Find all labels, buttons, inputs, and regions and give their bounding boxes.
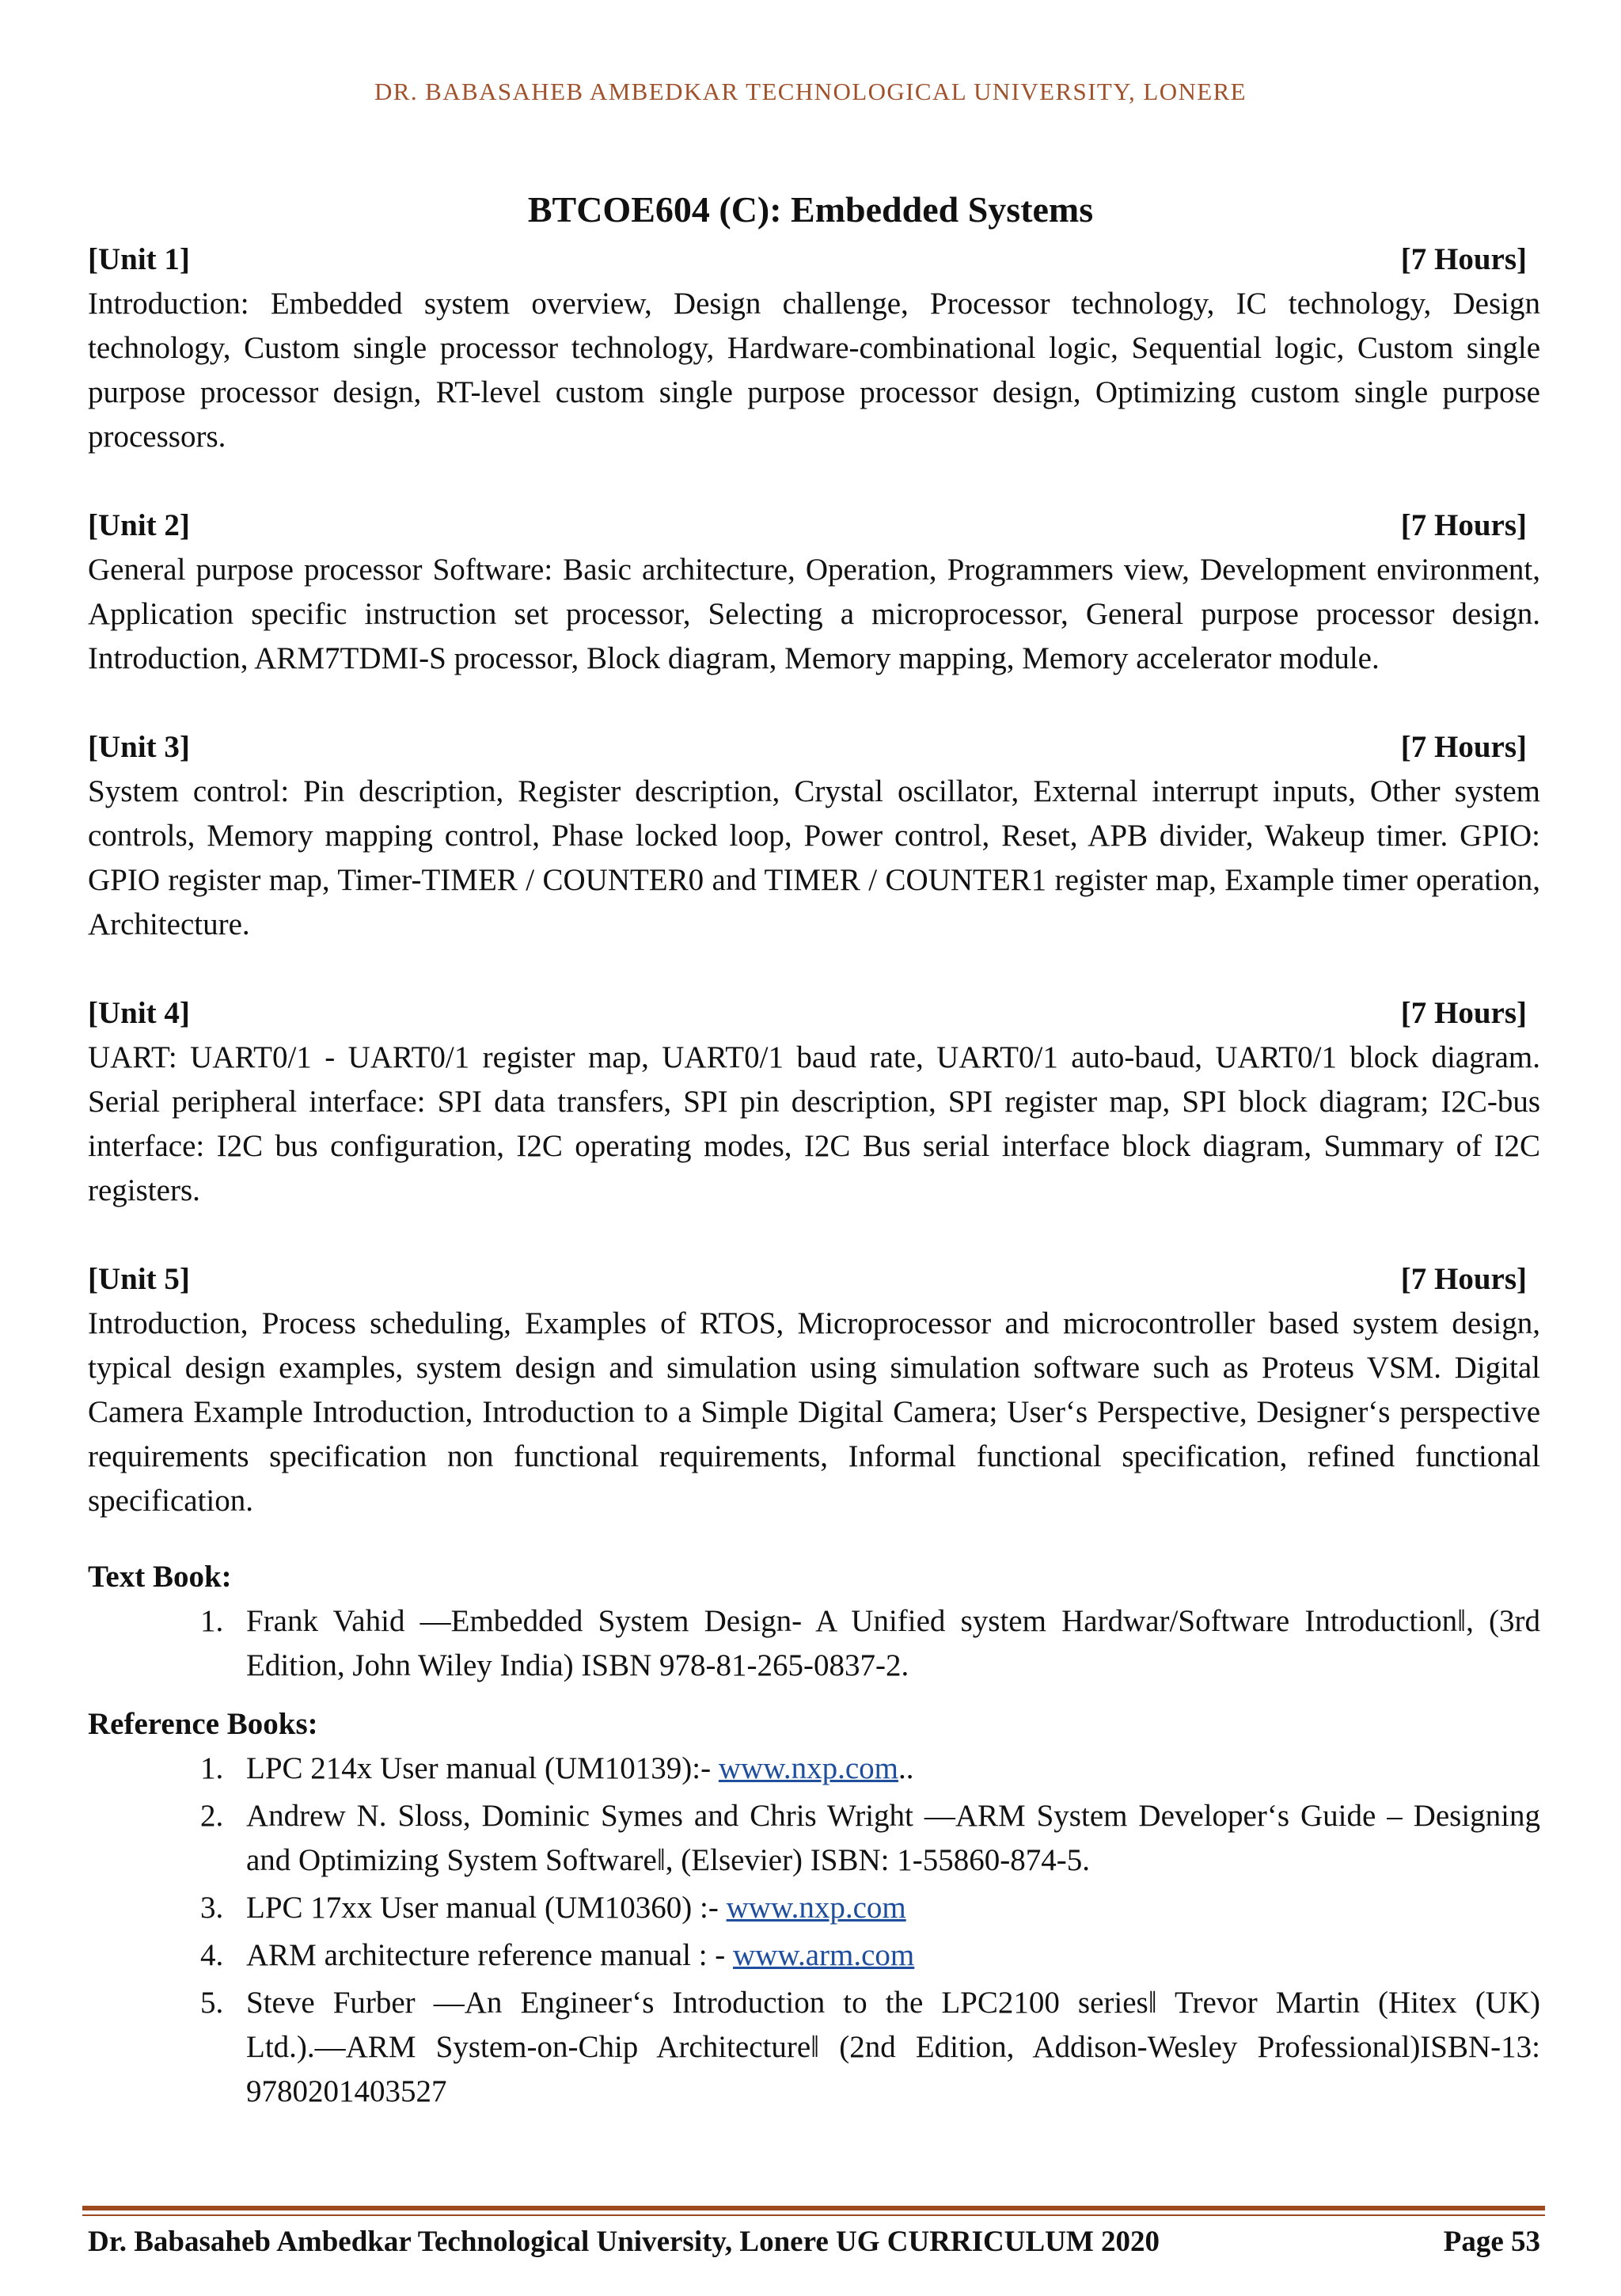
footer-rule-thin bbox=[82, 2214, 1545, 2216]
nxp-link[interactable]: www.nxp.com bbox=[726, 1891, 906, 1925]
footer-rule bbox=[82, 2206, 1545, 2210]
unit-label: [Unit 4] bbox=[88, 996, 190, 1030]
unit-hours: [7 Hours] bbox=[1400, 242, 1527, 276]
list-item bbox=[88, 1886, 1540, 1930]
syllabus-content bbox=[88, 238, 1540, 2117]
page-title: BTCOE604 (C): Embedded Systems bbox=[527, 189, 1094, 230]
book-citation: Steve Furber ―An Engineer‘s Introduction to the LPC2100 series‖ Trevor Martin (Hitex (UK) Ltd.).―ARM System-on-Chip Architecture‖ (2nd Edition, Addison-Wesley Professional)ISBN-13: 9780201403527 bbox=[246, 1986, 1540, 2108]
book-citation: ARM architecture reference manual : - bbox=[246, 1938, 734, 1972]
list-item bbox=[88, 1933, 1540, 1978]
list-item bbox=[88, 1747, 1540, 1791]
unit-hours: [7 Hours] bbox=[1400, 1262, 1527, 1296]
book-citation: LPC 214x User manual (UM10139):- bbox=[246, 1751, 719, 1785]
citation-suffix: .. bbox=[898, 1751, 914, 1785]
reference-books-heading: Reference Books: bbox=[88, 1707, 318, 1741]
unit-4 bbox=[88, 991, 1540, 1213]
book-citation: Frank Vahid ―Embedded System Design- A Unified system Hardwar/Software Introduction‖, (3rd Edition, John Wiley India) ISBN 978-81-265-0837-2. bbox=[246, 1604, 1540, 1682]
list-number: 3. bbox=[200, 1891, 224, 1925]
reference-books-list bbox=[88, 1747, 1540, 2114]
unit-2 bbox=[88, 504, 1540, 681]
list-number: 1. bbox=[200, 1751, 224, 1785]
unit-description: General purpose processor Software: Basic architecture, Operation, Programmers view, Development environment, Application specific instruction set processor, Selecting a microprocessor, General purpose processor design. Introduction, ARM7TDMI-S processor, Block diagram, Memory mapping, Memory accelerator module. bbox=[88, 553, 1540, 675]
page-number: Page 53 bbox=[1443, 2226, 1540, 2258]
unit-hours: [7 Hours] bbox=[1400, 730, 1527, 764]
list-item bbox=[88, 1981, 1540, 2114]
unit-description: UART: UART0/1 - UART0/1 register map, UART0/1 baud rate, UART0/1 auto-baud, UART0/1 block diagram. Serial peripheral interface: SPI data transfers, SPI pin description, SPI register map, SPI block diagram; I2C-bus interface: I2C bus configuration, I2C operating modes, I2C Bus serial interface block diagram, Summary of I2C registers. bbox=[88, 1040, 1540, 1207]
unit-3 bbox=[88, 725, 1540, 947]
nxp-link[interactable]: www.nxp.com bbox=[718, 1751, 898, 1785]
footer-university: Dr. Babasaheb Ambedkar Technological University, Lonere UG CURRICULUM 2020 bbox=[88, 2226, 1160, 2258]
book-citation: Andrew N. Sloss, Dominic Symes and Chris Wright ―ARM System Developer‘s Guide – Designing and Optimizing System Software‖, (Elsevier) ISBN: 1-55860-874-5. bbox=[246, 1799, 1540, 1877]
text-book-list bbox=[88, 1599, 1540, 1688]
unit-description: System control: Pin description, Register description, Crystal oscillator, External interrupt inputs, Other system controls, Memory mapping control, Phase locked loop, Power control, Reset, APB divider, Wakeup timer. GPIO: GPIO register map, Timer-TIMER / COUNTER0 and TIMER / COUNTER1 register map, Example timer operation, Architecture. bbox=[88, 774, 1540, 941]
book-citation: LPC 17xx User manual (UM10360) :- bbox=[246, 1891, 727, 1925]
unit-label: [Unit 2] bbox=[88, 508, 190, 542]
text-book-heading: Text Book: bbox=[88, 1560, 232, 1594]
running-header: DR. BABASAHEB AMBEDKAR TECHNOLOGICAL UNIVERSITY, LONERE bbox=[374, 78, 1247, 105]
list-item bbox=[88, 1794, 1540, 1883]
arm-link[interactable]: www.arm.com bbox=[733, 1938, 915, 1972]
list-item bbox=[88, 1599, 1540, 1688]
unit-1 bbox=[88, 238, 1540, 459]
unit-hours: [7 Hours] bbox=[1400, 508, 1527, 542]
unit-hours: [7 Hours] bbox=[1400, 996, 1527, 1030]
unit-label: [Unit 1] bbox=[88, 242, 190, 276]
unit-description: Introduction, Process scheduling, Examples of RTOS, Microprocessor and microcontroller based system design, typical design examples, system design and simulation using simulation software such as Proteus VSM. Digital Camera Example Introduction, Introduction to a Simple Digital Camera; User‘s Perspective, Designer‘s perspective requirements specification non functional requirements, Informal functional specification, refined functional specification. bbox=[88, 1306, 1540, 1518]
unit-label: [Unit 3] bbox=[88, 730, 190, 764]
unit-label: [Unit 5] bbox=[88, 1262, 190, 1296]
unit-5 bbox=[88, 1257, 1540, 1523]
unit-description: Introduction: Embedded system overview, Design challenge, Processor technology, IC technology, Design technology, Custom single processor technology, Hardware-combinational logic, Sequential logic, Custom single purpose processor design, RT-level custom single purpose processor design, Optimizing custom single purpose processors. bbox=[88, 287, 1540, 454]
list-number: 4. bbox=[200, 1938, 224, 1972]
list-number: 1. bbox=[200, 1604, 224, 1638]
list-number: 5. bbox=[200, 1986, 224, 2020]
page-footer bbox=[88, 2225, 1540, 2259]
list-number: 2. bbox=[200, 1799, 224, 1833]
